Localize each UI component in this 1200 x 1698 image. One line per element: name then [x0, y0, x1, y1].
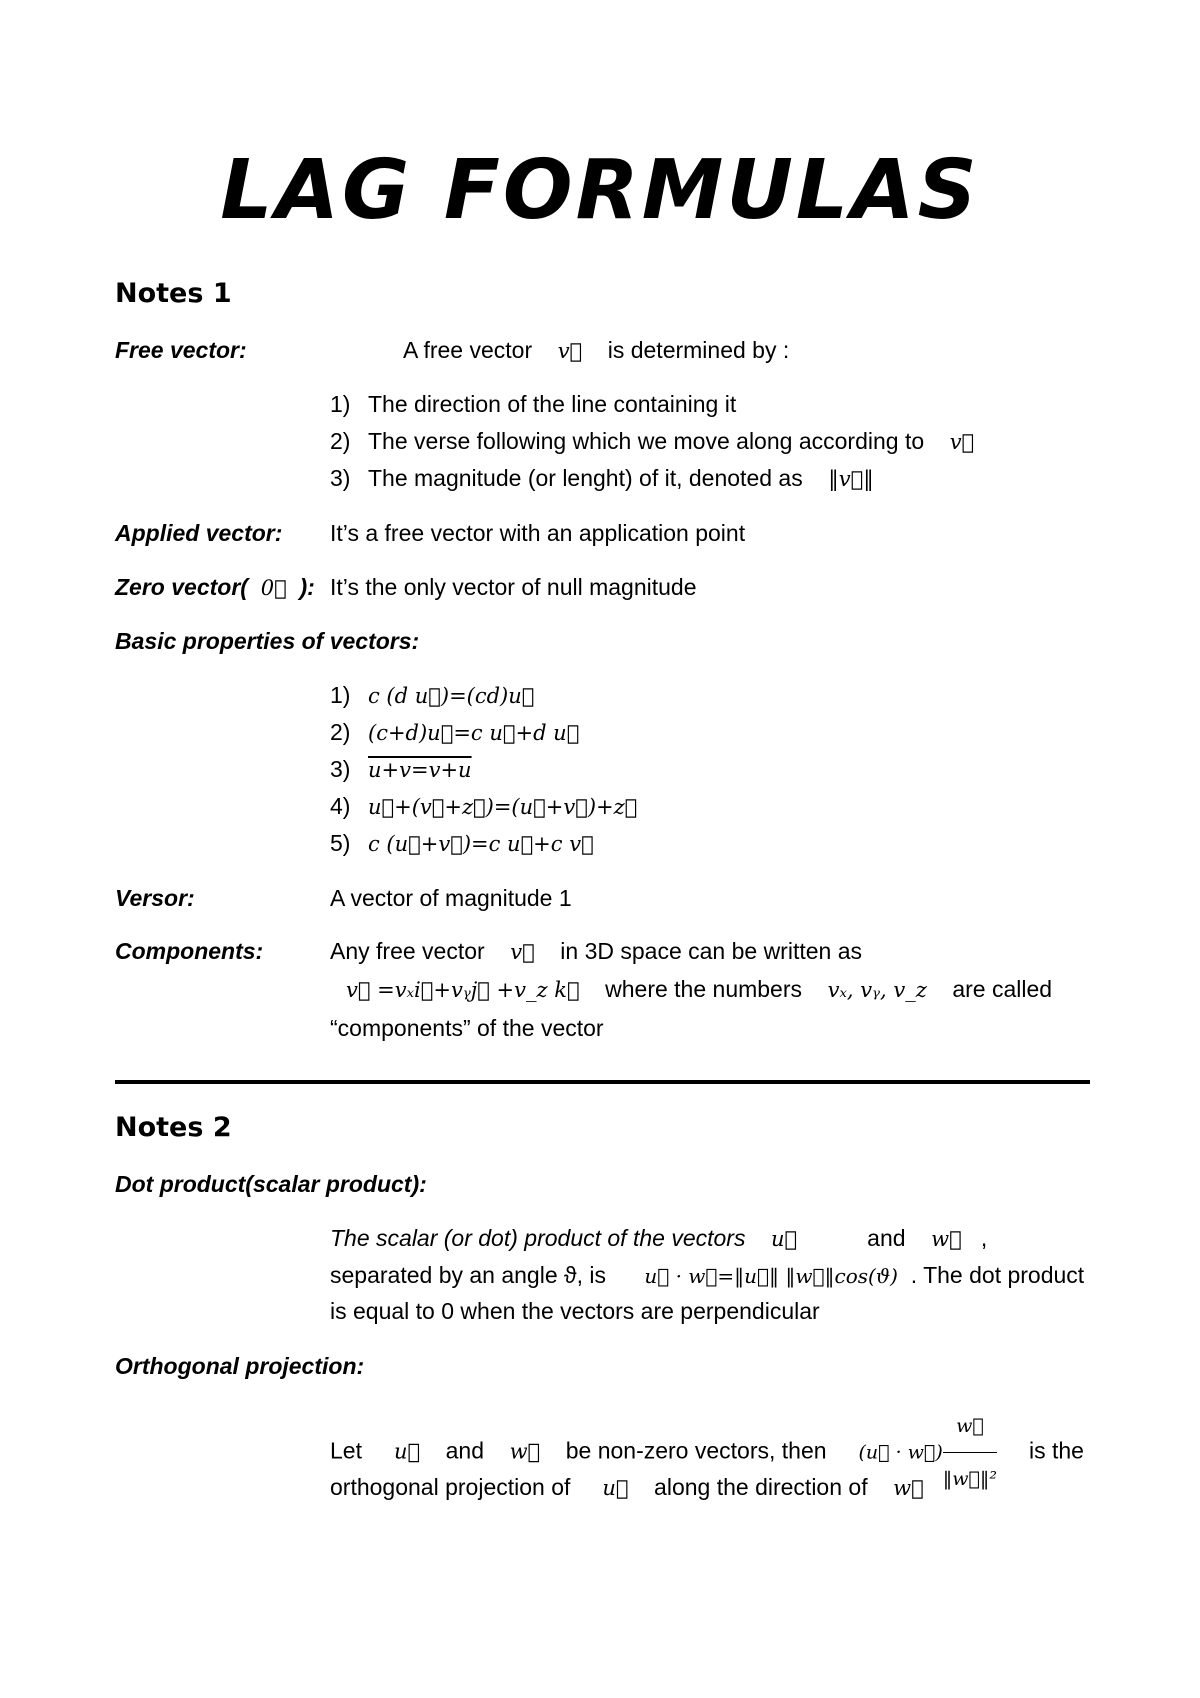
vector-v-symbol: v⃗ [557, 339, 583, 363]
components-line-2: v⃗ =vₓi⃗+vᵧj⃗ +v_z k⃗ where the numbers vₓ, vᵧ, v_z are called [346, 976, 1053, 1002]
notes2-heading: Notes 2 [115, 1112, 232, 1143]
page-title: LAG FORMULAS [220, 143, 980, 238]
components-line-3: “components” of the vector [330, 1015, 604, 1041]
property-item-3: 3) u+v=v+u [330, 756, 472, 782]
dot-product-line-3: is equal to 0 when the vectors are perpendicular [330, 1298, 820, 1324]
components-label: Components: [115, 938, 264, 964]
dot-product-line-1: The scalar (or dot) product of the vectors u⃗ and w⃗ , [330, 1225, 988, 1251]
zero-vector-label: Zero vector( 0⃗ ): [115, 574, 315, 600]
free-vector-intro: A free vector v⃗ is determined by : [403, 337, 790, 363]
orthogonal-projection-label: Orthogonal projection: [115, 1353, 365, 1379]
property-item-1: 1) c (d u⃗)=(cd)u⃗ [330, 682, 535, 708]
versor-text: A vector of magnitude 1 [330, 885, 572, 911]
versor-label: Versor: [115, 885, 195, 911]
basic-properties-label: Basic properties of vectors: [115, 628, 420, 654]
free-vector-item-2: 2) The verse following which we move along according to v⃗ [330, 428, 975, 454]
property-item-4: 4) u⃗+(v⃗+z⃗)=(u⃗+v⃗)+z⃗ [330, 793, 638, 819]
property-item-5: 5) c (u⃗+v⃗)=c u⃗+c v⃗ [330, 830, 594, 856]
free-vector-label: Free vector: [115, 337, 247, 363]
projection-line-2: orthogonal projection of u⃗ along the direction of w⃗ [330, 1474, 924, 1500]
dot-product-label: Dot product(scalar product): [115, 1171, 427, 1197]
property-item-2: 2) (c+d)u⃗=c u⃗+d u⃗ [330, 719, 580, 745]
section-divider [115, 1080, 1090, 1084]
applied-vector-label: Applied vector: [115, 520, 283, 546]
components-line-1: Any free vector v⃗ in 3D space can be written as [330, 938, 862, 964]
notes1-heading: Notes 1 [115, 278, 232, 309]
projection-line-1: Let u⃗ and w⃗ be non-zero vectors, then (u⃗ · w⃗) $\frac{w⃗}{\text{‖w⃗‖²}}$ is the [330, 1400, 1084, 1505]
free-vector-item-1: 1) The direction of the line containing it [330, 391, 737, 417]
applied-vector-text: It’s a free vector with an application point [330, 520, 746, 546]
dot-product-line-2: separated by an angle ϑ, is u⃗ · w⃗=‖u⃗‖ ‖w⃗‖cos(ϑ) . The dot product [330, 1262, 1085, 1288]
free-vector-item-3: 3) The magnitude (or lenght) of it, denoted as ‖v⃗‖ [330, 465, 874, 491]
zero-vector-text: It’s the only vector of null magnitude [330, 574, 697, 600]
projection-fraction: $\frac{w⃗}{\text{‖w⃗‖²}}$ [943, 1400, 997, 1505]
